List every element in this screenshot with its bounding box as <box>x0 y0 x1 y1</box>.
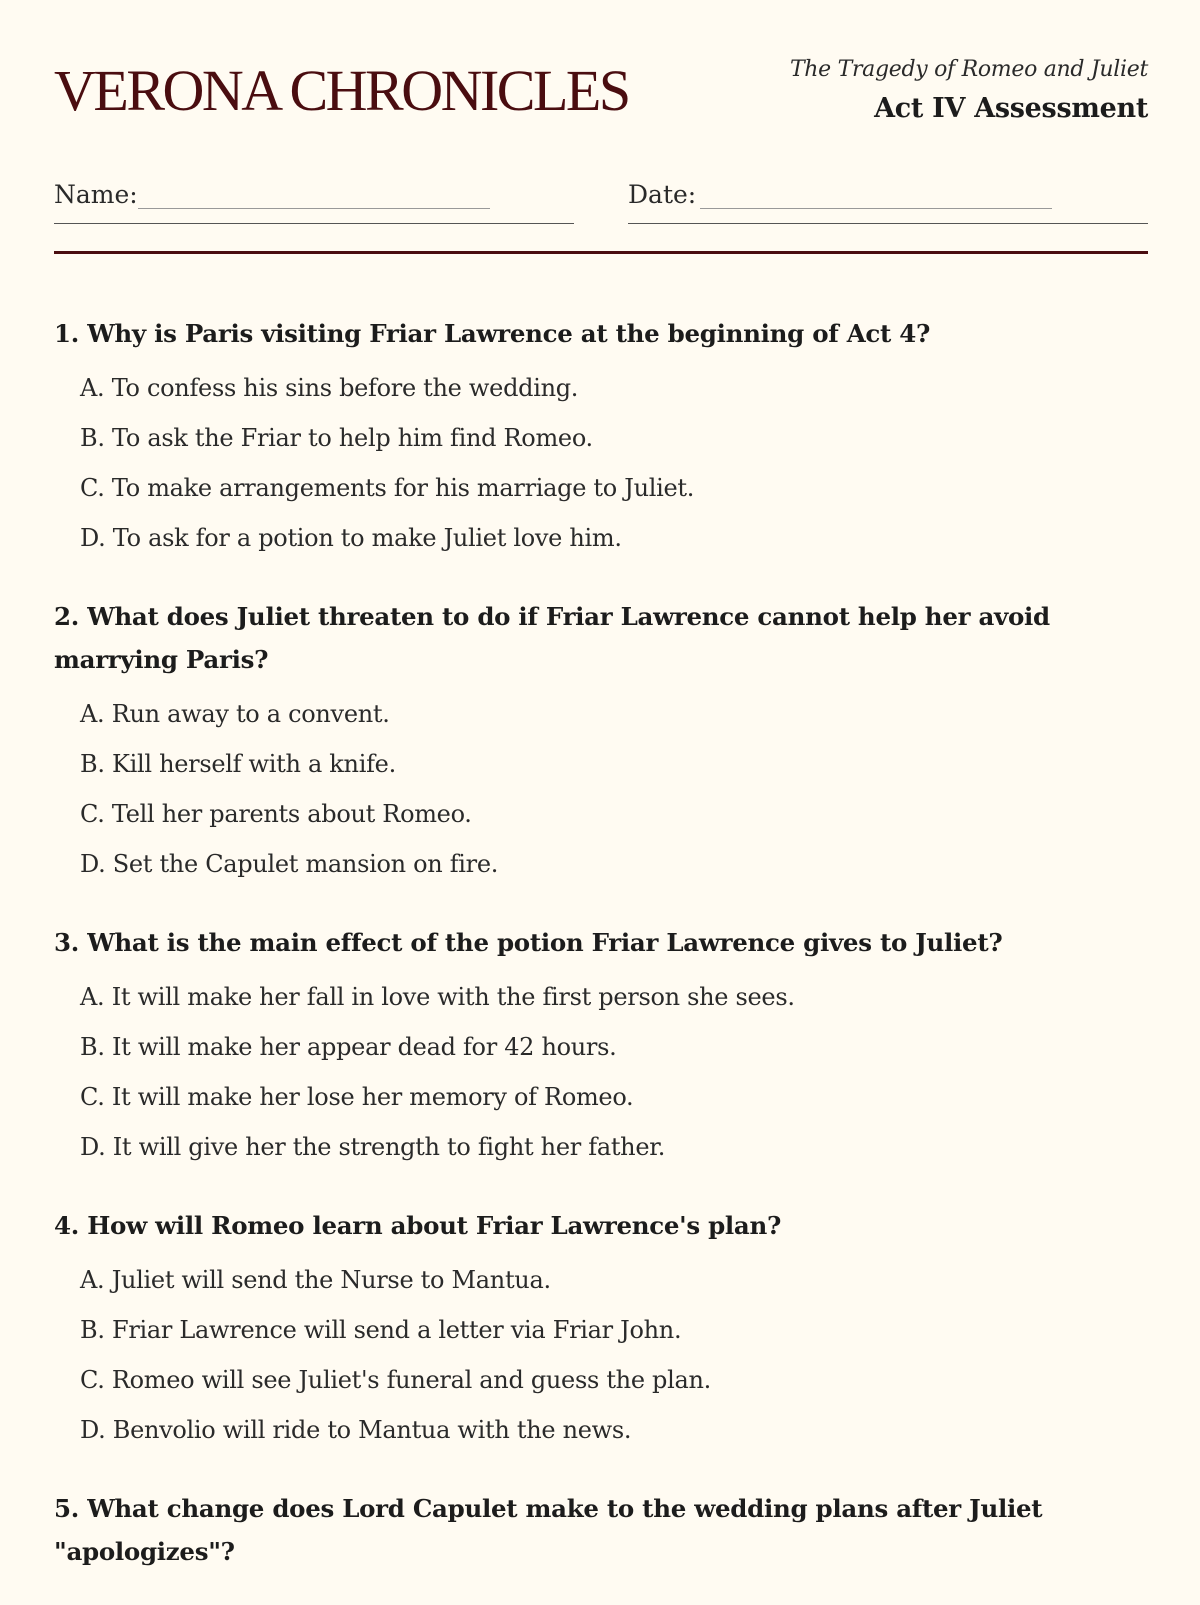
question-2 <box>54 595 1140 889</box>
answer-option-a[interactable]: A. Juliet will send the Nurse to Mantua. <box>80 1266 551 1294</box>
question-text: 1. Why is Paris visiting Friar Lawrence at the beginning of Act 4? <box>54 319 931 348</box>
assessment-title: Act IV Assessment <box>874 93 1148 124</box>
answer-option-b[interactable]: B. Kill herself with a knife. <box>80 750 396 778</box>
question-5 <box>54 1487 1140 1573</box>
date-field[interactable] <box>628 178 1148 224</box>
name-blank-line[interactable] <box>138 208 490 209</box>
name-label: Name: <box>54 180 138 209</box>
answer-option-a[interactable]: A. To confess his sins before the wedding. <box>80 374 579 402</box>
question-3 <box>54 921 1140 1172</box>
question-text: 4. How will Romeo learn about Friar Lawrence's plan? <box>54 1211 782 1240</box>
question-text: 3. What is the main effect of the potion Friar Lawrence gives to Juliet? <box>54 928 1003 957</box>
answer-options <box>54 689 1140 889</box>
play-title: The Tragedy of Romeo and Juliet <box>789 57 1148 82</box>
answer-option-a[interactable]: A. Run away to a convent. <box>80 700 390 728</box>
student-fields <box>54 178 1148 224</box>
answer-option-d[interactable]: D. To ask for a potion to make Juliet love him. <box>80 524 622 552</box>
answer-option-b[interactable]: B. To ask the Friar to help him find Romeo. <box>80 424 593 452</box>
answer-option-c[interactable]: C. Tell her parents about Romeo. <box>80 800 472 828</box>
question-list <box>54 312 1140 1605</box>
answer-options <box>54 363 1140 563</box>
answer-options <box>54 1255 1140 1455</box>
question-text: 5. What change does Lord Capulet make to the wedding plans after Juliet "apologizes"? <box>54 1494 1043 1566</box>
answer-option-d[interactable]: D. Set the Capulet mansion on fire. <box>80 850 499 878</box>
question-4 <box>54 1204 1140 1455</box>
answer-option-a[interactable]: A. It will make her fall in love with the first person she sees. <box>80 983 795 1011</box>
question-text: 2. What does Juliet threaten to do if Friar Lawrence cannot help her avoid marrying Paris? <box>54 602 1050 674</box>
answer-option-b[interactable]: B. It will make her appear dead for 42 hours. <box>80 1033 617 1061</box>
header-divider <box>54 251 1148 254</box>
answer-option-d[interactable]: D. Benvolio will ride to Mantua with the news. <box>80 1416 632 1444</box>
answer-option-c[interactable]: C. To make arrangements for his marriage to Juliet. <box>80 474 695 502</box>
date-label: Date: <box>628 180 697 209</box>
answer-option-c[interactable]: C. Romeo will see Juliet's funeral and guess the plan. <box>80 1366 711 1394</box>
answer-option-c[interactable]: C. It will make her lose her memory of Romeo. <box>80 1083 634 1111</box>
name-field[interactable] <box>54 178 574 224</box>
answer-option-b[interactable]: B. Friar Lawrence will send a letter via Friar John. <box>80 1316 682 1344</box>
masthead-title: VERONA CHRONICLES <box>54 58 629 123</box>
question-1 <box>54 312 1140 563</box>
date-blank-line[interactable] <box>700 208 1052 209</box>
header-right <box>790 56 1148 126</box>
answer-option-d[interactable]: D. It will give her the strength to fight her father. <box>80 1133 666 1161</box>
header <box>54 0 1148 170</box>
answer-options <box>54 972 1140 1172</box>
